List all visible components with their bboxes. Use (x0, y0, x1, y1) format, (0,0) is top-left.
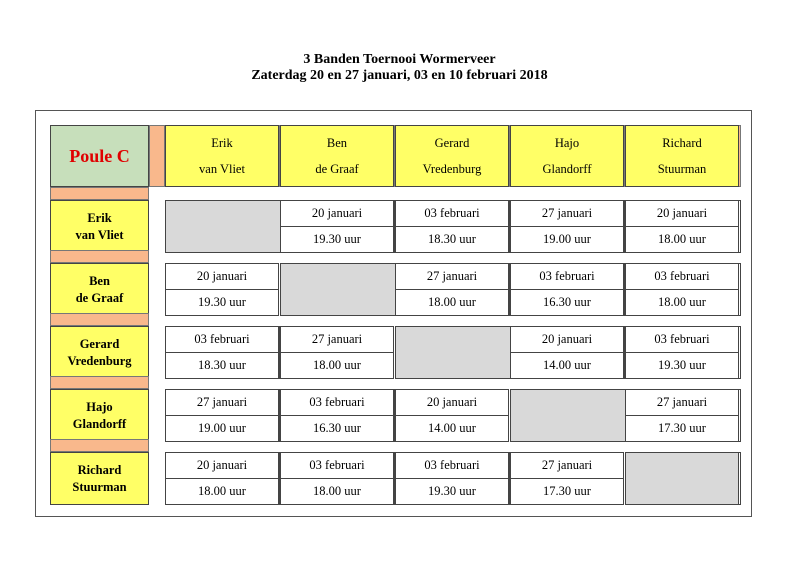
match-date: 03 februari (396, 453, 508, 479)
player-first-name: Ben (326, 135, 348, 150)
match-date: 20 januari (626, 201, 738, 227)
match-cell (280, 452, 394, 505)
match-date: 20 januari (396, 390, 508, 416)
tournament-dates: Zaterdag 20 en 27 januari, 03 en 10 februari 2018 (251, 68, 548, 83)
player-last-name: van Vliet (75, 227, 124, 242)
player-first-name: Hajo (86, 399, 113, 414)
match-time: 18.30 uur (198, 358, 246, 372)
column-header-player (395, 125, 509, 187)
match-time: 17.30 uur (543, 484, 591, 498)
match-cell (625, 389, 739, 442)
match-cell (625, 200, 739, 253)
spacer-row (50, 439, 149, 452)
match-time: 19.30 uur (658, 358, 706, 372)
match-cell (165, 326, 279, 379)
spacer-row (50, 187, 149, 200)
match-date: 27 januari (626, 390, 738, 416)
match-date: 03 februari (511, 264, 623, 290)
match-date: 27 januari (511, 453, 623, 479)
match-time: 18.00 uur (658, 232, 706, 246)
spacer-row (50, 376, 149, 389)
match-time: 19.00 uur (198, 421, 246, 435)
self-match-cell (165, 200, 295, 253)
match-cell (510, 200, 624, 253)
match-cell (510, 263, 624, 316)
match-cell (165, 389, 279, 442)
match-date: 03 februari (166, 327, 278, 353)
match-cell (165, 263, 279, 316)
tournament-title: 3 Banden Toernooi Wormerveer (303, 52, 496, 67)
match-cell (395, 263, 509, 316)
match-date: 20 januari (166, 453, 278, 479)
player-last-name: Stuurman (657, 161, 707, 176)
match-date: 27 januari (281, 327, 393, 353)
spacer-column (149, 125, 165, 187)
match-time: 18.00 uur (313, 358, 361, 372)
match-date: 03 februari (396, 201, 508, 227)
player-first-name: Gerard (79, 336, 120, 351)
match-cell (625, 326, 739, 379)
match-date: 20 januari (166, 264, 278, 290)
player-last-name: Glandorff (72, 416, 127, 431)
match-time: 14.00 uur (543, 358, 591, 372)
match-cell (625, 263, 739, 316)
player-last-name: Vredenburg (67, 353, 132, 368)
match-date: 03 februari (626, 264, 738, 290)
match-time: 14.00 uur (428, 421, 476, 435)
match-cell (395, 389, 509, 442)
column-header-player (625, 125, 739, 187)
match-cell (510, 326, 624, 379)
match-date: 27 januari (396, 264, 508, 290)
match-time: 18.00 uur (428, 295, 476, 309)
match-time: 19.30 uur (313, 232, 361, 246)
player-first-name: Erik (87, 210, 112, 225)
match-cell (280, 389, 394, 442)
player-first-name: Erik (211, 135, 233, 150)
player-first-name: Richard (662, 135, 702, 150)
player-last-name: de Graaf (75, 290, 124, 305)
self-match-cell (510, 389, 640, 442)
match-time: 19.30 uur (428, 484, 476, 498)
match-cell (280, 200, 394, 253)
poule-label: Poule C (50, 125, 149, 187)
row-header-player (50, 263, 149, 316)
match-date: 03 februari (626, 327, 738, 353)
spacer-row (50, 313, 149, 326)
match-time: 18.30 uur (428, 232, 476, 246)
row-header-player (50, 200, 149, 253)
self-match-cell (625, 452, 739, 505)
match-time: 16.30 uur (543, 295, 591, 309)
row-header-player (50, 389, 149, 442)
row-header-player (50, 326, 149, 379)
match-time: 17.30 uur (658, 421, 706, 435)
self-match-cell (395, 326, 525, 379)
match-date: 20 januari (281, 201, 393, 227)
match-cell (395, 200, 509, 253)
match-cell (510, 452, 624, 505)
match-time: 19.30 uur (198, 295, 246, 309)
player-last-name: Stuurman (72, 479, 127, 494)
match-cell (165, 452, 279, 505)
player-last-name: de Graaf (315, 161, 359, 176)
match-date: 27 januari (511, 201, 623, 227)
player-last-name: Glandorff (542, 161, 592, 176)
match-time: 19.00 uur (543, 232, 591, 246)
match-date: 03 februari (281, 453, 393, 479)
match-cell (395, 452, 509, 505)
match-date: 20 januari (511, 327, 623, 353)
player-last-name: van Vliet (199, 161, 245, 176)
spacer-row (50, 250, 149, 263)
player-first-name: Ben (89, 273, 110, 288)
column-header-player (510, 125, 624, 187)
row-header-player (50, 452, 149, 505)
match-date: 27 januari (166, 390, 278, 416)
match-time: 18.00 uur (313, 484, 361, 498)
self-match-cell (280, 263, 410, 316)
column-header-player (165, 125, 279, 187)
player-last-name: Vredenburg (422, 161, 482, 176)
match-date: 03 februari (281, 390, 393, 416)
match-time: 18.00 uur (658, 295, 706, 309)
player-first-name: Hajo (554, 135, 580, 150)
player-first-name: Gerard (434, 135, 470, 150)
column-header-player (280, 125, 394, 187)
match-time: 18.00 uur (198, 484, 246, 498)
player-first-name: Richard (77, 462, 122, 477)
match-cell (280, 326, 394, 379)
match-time: 16.30 uur (313, 421, 361, 435)
